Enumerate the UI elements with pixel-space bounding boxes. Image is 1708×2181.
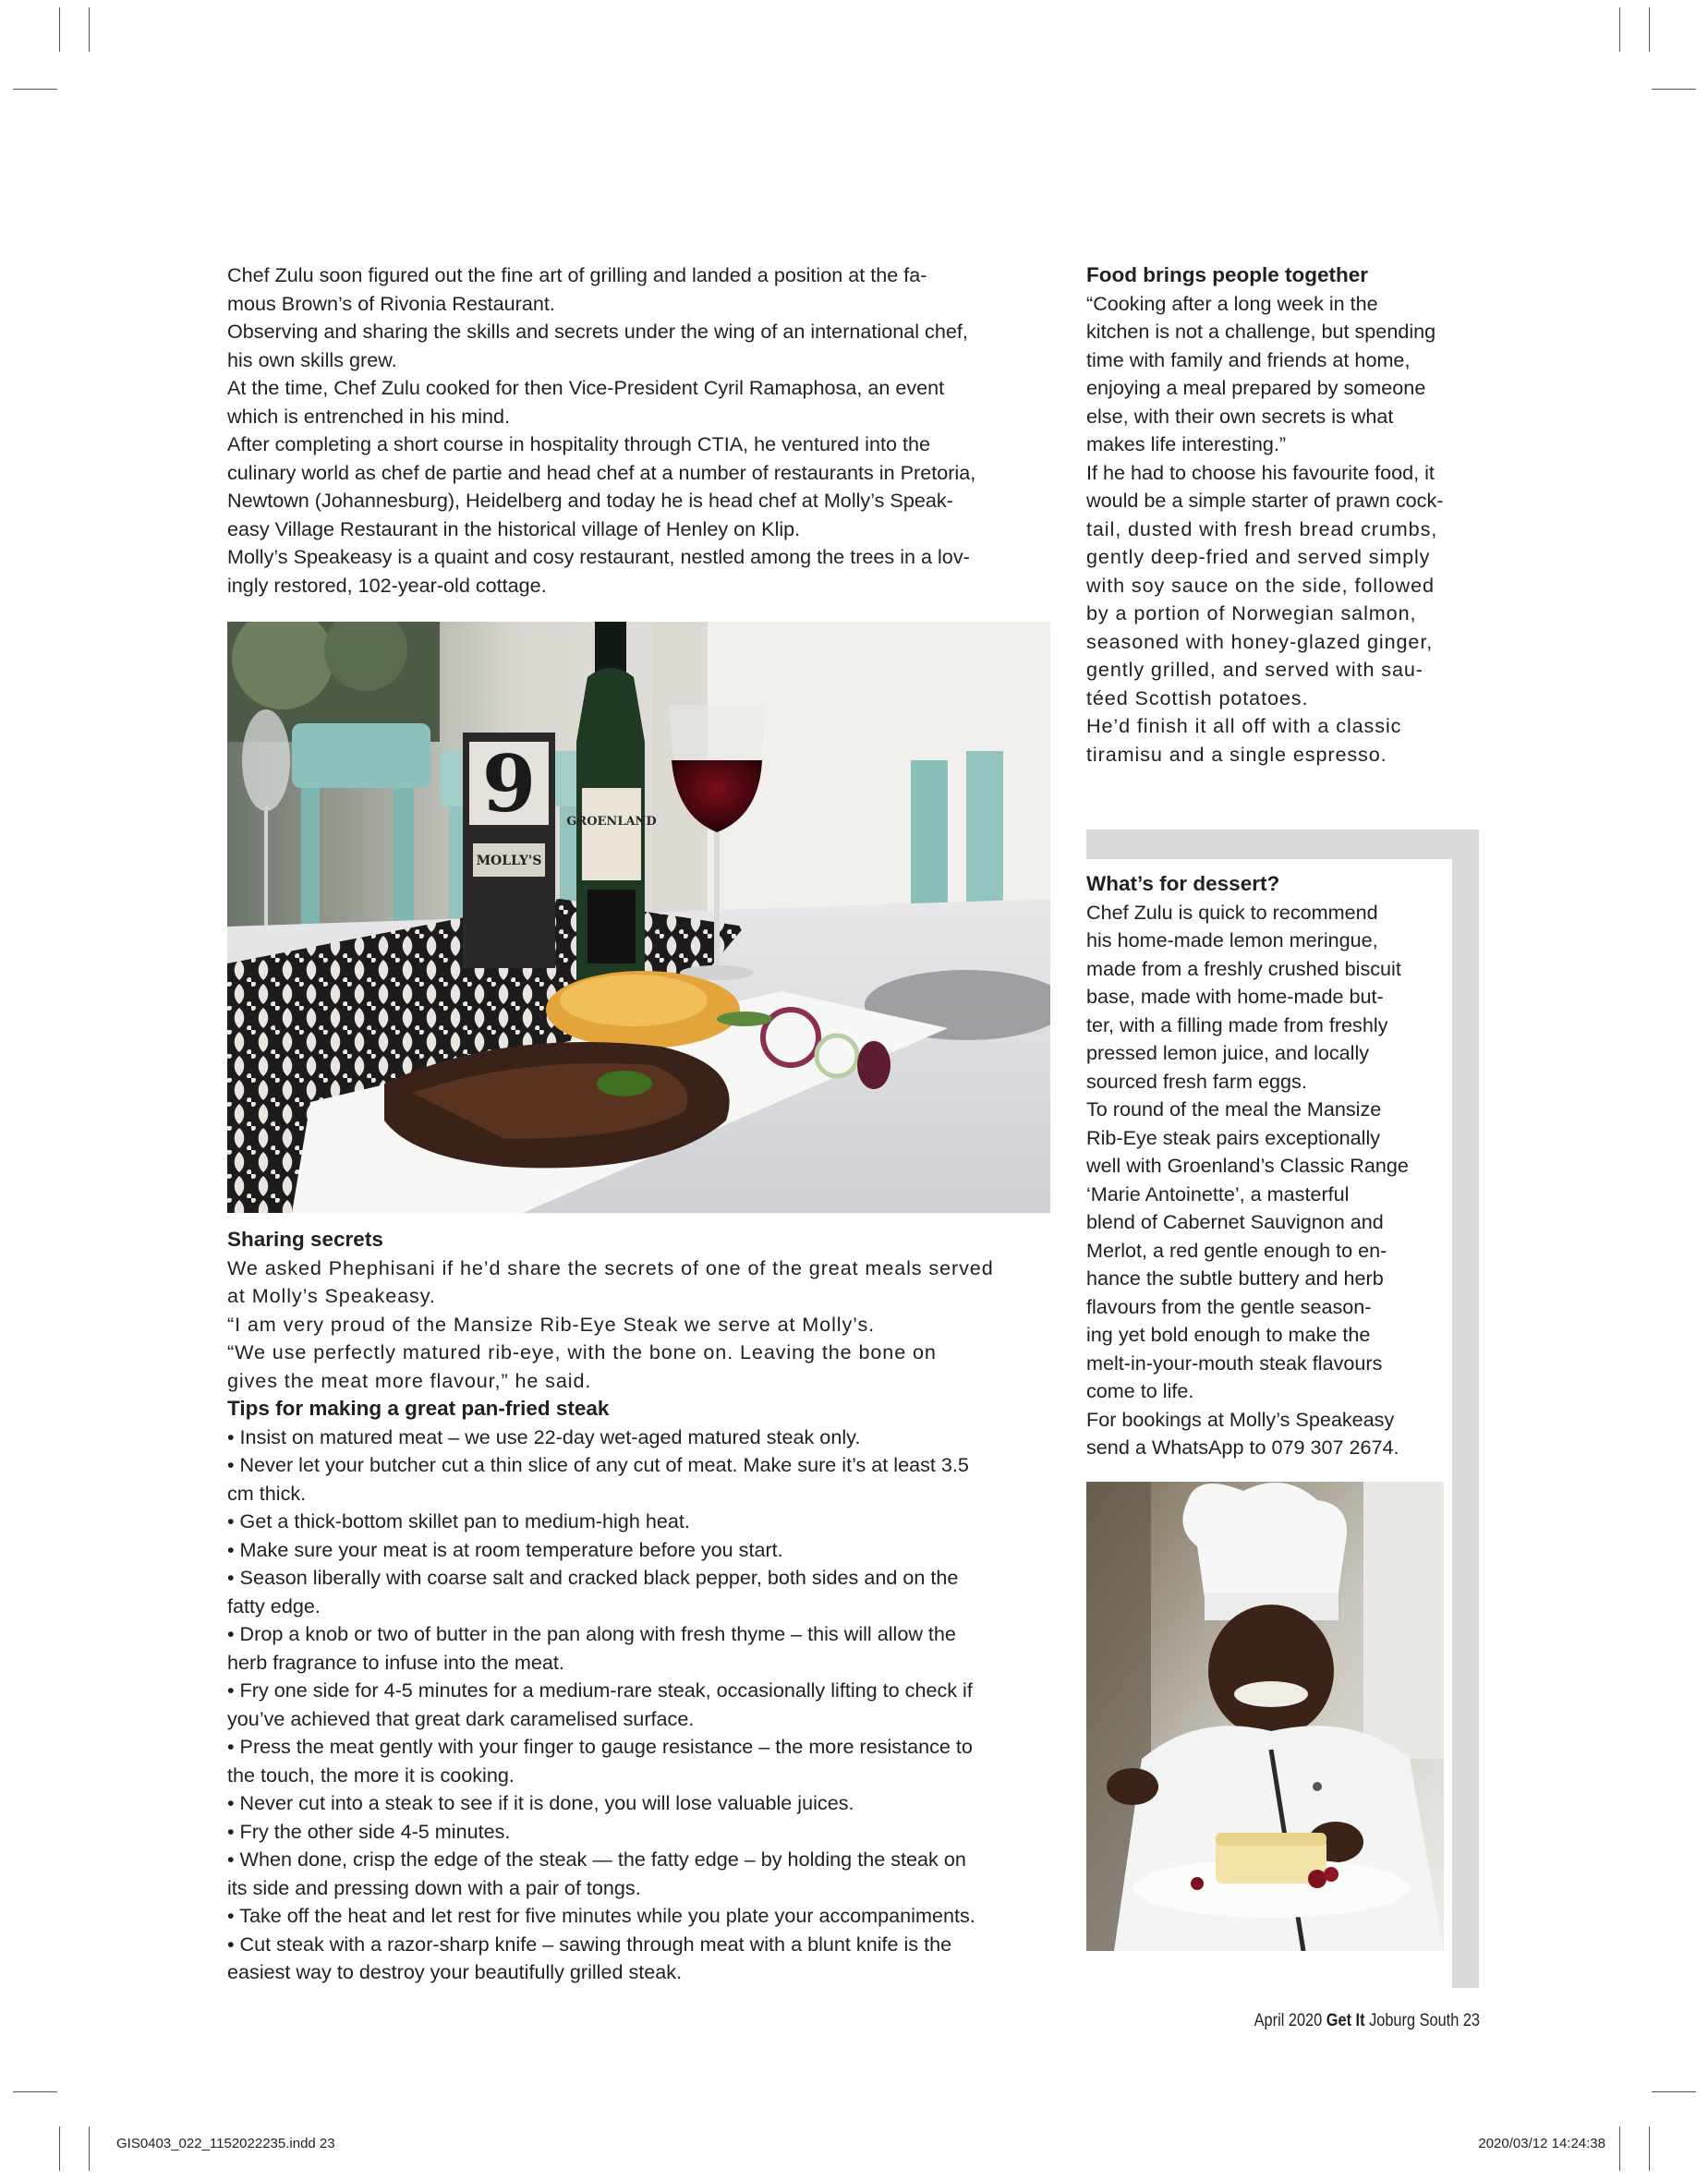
tip-line: the touch, the more it is cooking. [227,1763,515,1787]
tip-line: • Never cut into a steak to see if it is done, you will lose valuable juices. [227,1791,854,1814]
sharing-line: “We use perfectly matured rib-eye, with the bone on. Leaving the bone on [227,1340,937,1363]
food-line: time with family and friends at home, [1086,347,1411,371]
tips-heading: Tips for making a great pan-fried steak [227,1397,610,1420]
menu-brand-label: MOLLY'S [476,854,542,868]
crop-mark [89,7,90,52]
crop-mark [13,2091,57,2092]
food-line: else, with their own secrets is what [1086,404,1394,428]
crop-mark [1619,7,1620,52]
food-line: seasoned with honey-glazed ginger, [1086,629,1434,653]
intro-text [227,261,1049,600]
food-line: enjoying a meal prepared by someone [1086,376,1426,399]
tip-line: • Cut steak with a razor-sharp knife – sawing through meat with a blunt knife is the [227,1932,952,1956]
crop-mark [89,2126,90,2171]
tip-line: • Drop a knob or two of butter in the pan along with fresh thyme – this will allow the [227,1622,956,1645]
sharing-line: at Molly’s Speakeasy. [227,1284,436,1307]
crop-mark [59,7,60,52]
food-line: “Cooking after a long week in the [1086,291,1378,315]
tip-line: • Press the meat gently with your finger to gauge resistance – the more resistance to [227,1735,973,1758]
dessert-line: Chef Zulu is quick to recommend [1086,900,1378,924]
page-footer [1176,2011,1480,2031]
chef-photo [1086,1482,1444,1951]
sharing-heading: Sharing secrets [227,1228,383,1251]
tip-line: you’ve achieved that great dark caramelised surface. [227,1706,695,1730]
food-line: gently grilled, and served with sau- [1086,658,1423,681]
bottle-label: GROENLAND [566,815,657,829]
food-line: would be a simple starter of prawn cock- [1086,489,1444,512]
tip-line: • Insist on matured meat – we use 22-day wet-aged matured steak only. [227,1424,861,1448]
food-line: makes life interesting.” [1086,432,1287,455]
tip-line: fatty edge. [227,1593,321,1618]
food-line: tiramisu and a single espresso. [1086,742,1387,766]
crop-mark [1649,2126,1650,2171]
dessert-line: flavours from the gentle season- [1086,1294,1372,1318]
dessert-line: hance the subtle buttery and herb [1086,1266,1384,1290]
sharing-line: We asked Phephisani if he’d share the secrets of one of the great meals served [227,1255,994,1279]
tip-line: • Fry one side for 4-5 minutes for a medium-rare steak, occasionally lifting to check if [227,1678,973,1702]
sharing-line: gives the meat more flavour,” he said. [227,1368,592,1392]
steak-dinner-illustration [227,622,1050,1213]
crop-mark [59,2126,60,2171]
dessert-line: pressed lemon juice, and locally [1086,1041,1370,1064]
tip-line: cm thick. [227,1481,307,1505]
dessert-line: send a WhatsApp to 079 307 2674. [1086,1436,1399,1459]
food-line: If he had to choose his favourite food, it [1086,460,1435,484]
tip-line: easiest way to destroy your beautifully grilled steak. [227,1960,683,1983]
food-line: gently deep-fried and served simply [1086,545,1431,568]
crop-mark [1652,2091,1696,2092]
sharing-secrets-section [227,1226,1049,1987]
dessert-line: melt-in-your-mouth steak flavours [1086,1351,1383,1375]
food-line: He’d finish it all off with a classic [1086,714,1402,737]
dessert-line: ‘Marie Antoinette’, a masterful [1086,1181,1350,1206]
dessert-section [1086,870,1452,1462]
footer-publication: Joburg South 23 [1364,2011,1480,2030]
tip-line: • When done, crisp the edge of the steak — the fatty edge – by holding the steak on [227,1848,966,1871]
intro-line: culinary world as chef de partie and head chef at a number of restaurants in Pretoria, [227,460,976,484]
dessert-line: Rib-Eye steak pairs exceptionally [1086,1125,1381,1149]
food-line: with soy sauce on the side, followed [1086,573,1435,597]
crop-mark [1649,7,1650,52]
tip-line: its side and pressing down with a pair of tongs. [227,1875,641,1899]
food-line: by a portion of Norwegian salmon, [1086,601,1417,624]
tip-line: • Take off the heat and let rest for five minutes while you plate your accompaniments. [227,1904,975,1927]
tip-line: • Never let your butcher cut a thin slice of any cut of meat. Make sure it’s at least 3.5 [227,1453,969,1476]
food-line: tail, dusted with fresh bread crumbs, [1086,516,1438,540]
tip-line: • Fry the other side 4-5 minutes. [227,1819,511,1843]
intro-line: Chef Zulu soon figured out the fine art of grilling and landed a position at the fa- [227,263,927,286]
crop-mark [1619,2126,1620,2171]
print-slug-timestamp: 2020/03/12 14:24:38 [1478,2136,1605,2151]
dessert-line: base, made with home-made but- [1086,985,1384,1008]
tip-line: • Make sure your meat is at room temperature before you start. [227,1537,783,1561]
dessert-line: Merlot, a red gentle enough to en- [1086,1238,1387,1262]
food-section [1086,261,1484,769]
intro-line: At the time, Chef Zulu cooked for then Vice-President Cyril Ramaphosa, an event [227,376,945,399]
intro-line: ingly restored, 102-year-old cottage. [227,573,547,597]
tip-line: • Season liberally with coarse salt and cracked black pepper, both sides and on the [227,1566,959,1589]
intro-line: mous Brown’s of Rivonia Restaurant. [227,291,555,315]
crop-mark [13,89,57,90]
intro-line: Observing and sharing the skills and secrets under the wing of an international chef, [227,320,968,343]
chef-illustration [1086,1482,1444,1951]
intro-line: Newtown (Johannesburg), Heidelberg and today he is head chef at Molly’s Speak- [227,489,953,512]
food-line: kitchen is not a challenge, but spending [1086,320,1436,343]
sharing-line: “I am very proud of the Mansize Rib-Eye Steak we serve at Molly’s. [227,1312,876,1336]
intro-line: Molly’s Speakeasy is a quaint and cosy restaurant, nestled among the trees in a lov- [227,545,970,568]
intro-line: which is entrenched in his mind. [227,404,511,428]
dessert-line: ing yet bold enough to make the [1086,1323,1371,1346]
intro-line: After completing a short course in hospitality through CTIA, he ventured into the [227,432,930,455]
food-line: téed Scottish potatoes. [1086,685,1309,709]
dessert-heading: What’s for dessert? [1086,872,1280,895]
dessert-line: well with Groenland’s Classic Range [1086,1154,1409,1177]
dessert-line: made from a freshly crushed biscuit [1086,956,1401,980]
dessert-line: sourced fresh farm eggs. [1086,1069,1307,1093]
dessert-line: For bookings at Molly’s Speakeasy [1086,1407,1395,1431]
dessert-line: come to life. [1086,1379,1194,1402]
dessert-line: To round of the meal the Mansize [1086,1097,1382,1121]
footer-brand: Get It [1326,2011,1365,2030]
menu-number-label: 9 [481,738,537,830]
steak-dinner-photo [227,622,1050,1213]
crop-mark [1652,89,1696,90]
intro-line: easy Village Restaurant in the historical village of Henley on Klip. [227,516,801,540]
dessert-line: ter, with a filling made from freshly [1086,1012,1388,1036]
tip-line: herb fragrance to infuse into the meat. [227,1650,564,1674]
dessert-line: blend of Cabernet Sauvignon and [1086,1210,1384,1233]
food-heading: Food brings people together [1086,263,1368,286]
footer-date: April 2020 [1254,2011,1326,2030]
tip-line: • Get a thick-bottom skillet pan to medium-high heat. [227,1509,690,1533]
print-slug-file: GIS0403_022_1152022235.indd 23 [116,2136,335,2151]
dessert-line: his home-made lemon meringue, [1086,928,1378,951]
intro-line: his own skills grew. [227,347,397,371]
